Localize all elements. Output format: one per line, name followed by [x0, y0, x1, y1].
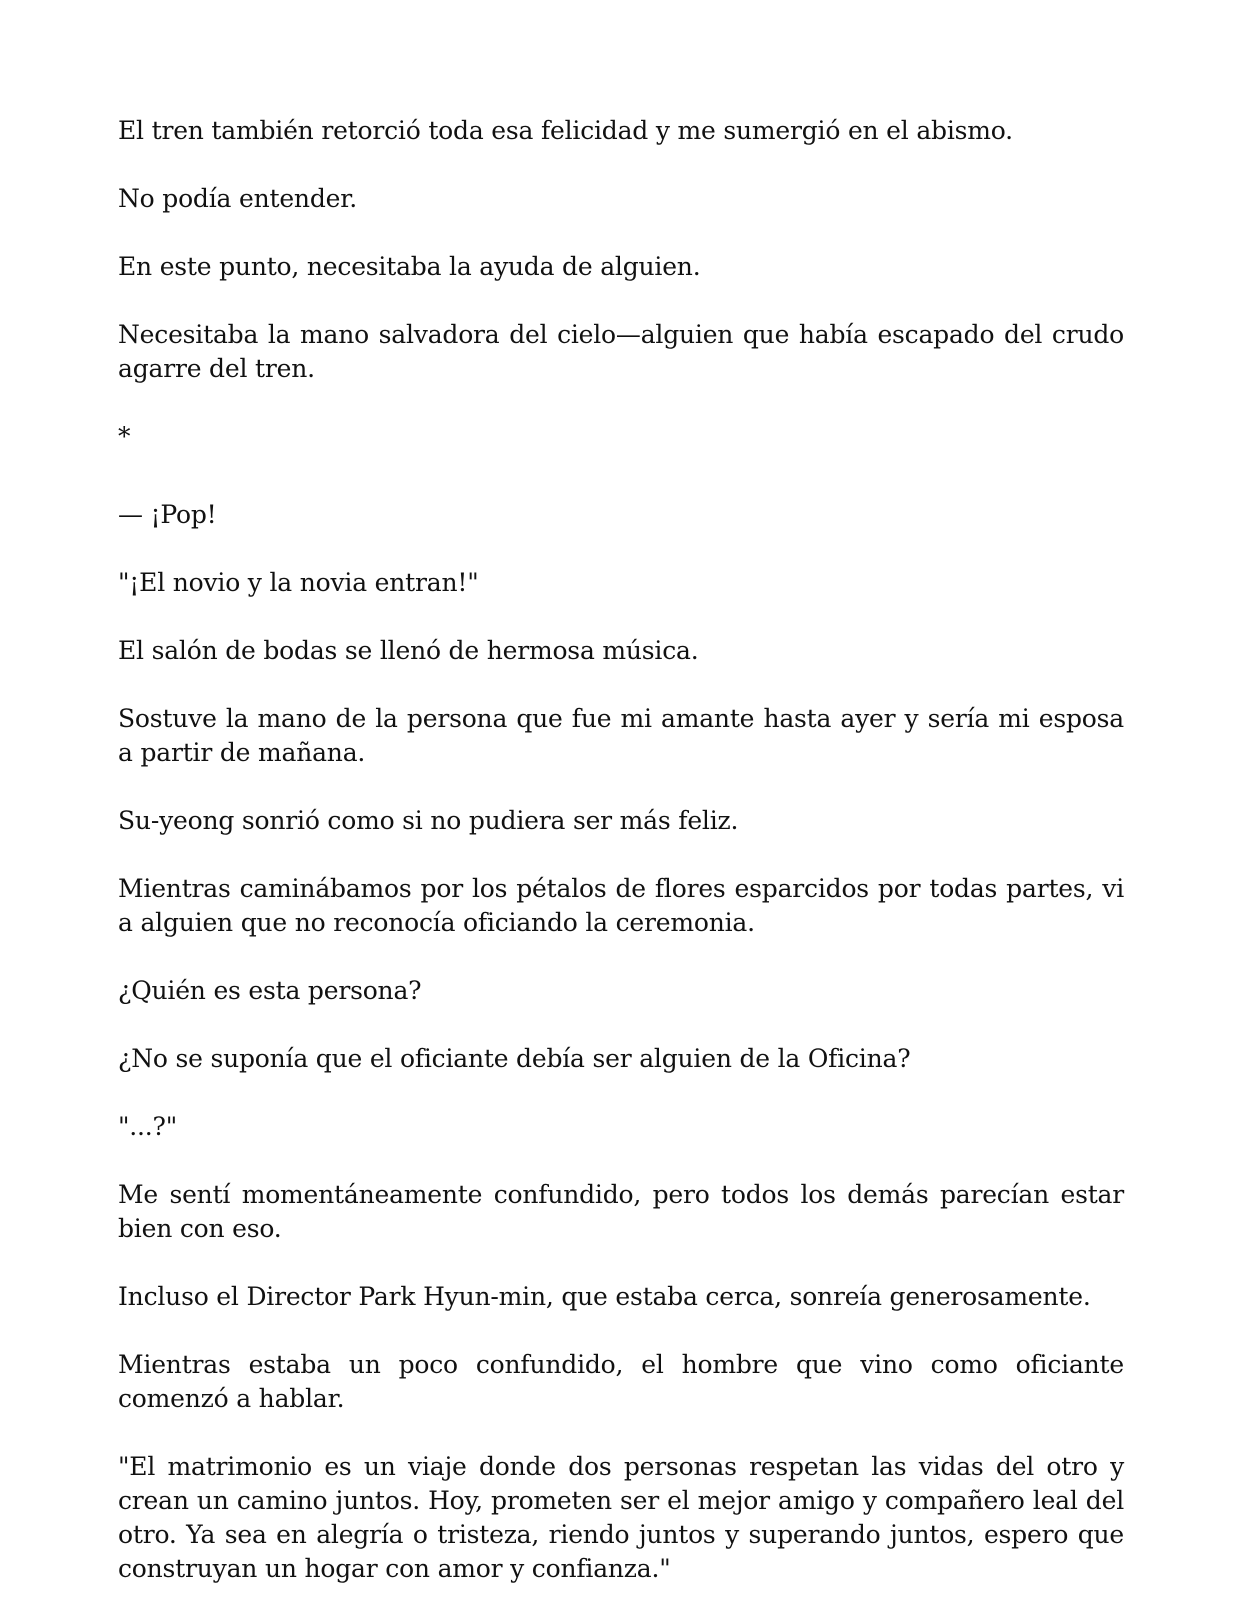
- paragraph-4: Necesitaba la mano salvadora del cielo—alguien que había escapado del crudo agarre del tren.: [118, 320, 1124, 383]
- paragraph-1: El tren también retorció toda esa felicidad y me sumergió en el abismo.: [118, 116, 1013, 145]
- paragraph-15: Incluso el Director Park Hyun-min, que estaba cerca, sonreía generosamente.: [118, 1282, 1091, 1311]
- paragraph-9: Su-yeong sonrió como si no pudiera ser más feliz.: [118, 806, 739, 835]
- paragraph-8: Sostuve la mano de la persona que fue mi amante hasta ayer y sería mi esposa a partir de mañana.: [118, 704, 1124, 767]
- paragraph-2: No podía entender.: [118, 184, 357, 213]
- text-column: [118, 114, 1124, 1620]
- paragraph-16: Mientras estaba un poco confundido, el hombre que vino como oficiante comenzó a hablar.: [118, 1350, 1124, 1413]
- paragraph-5: — ¡Pop!: [118, 500, 217, 529]
- paragraph-13: "...?": [118, 1112, 178, 1141]
- paragraph-12: ¿No se suponía que el oficiante debía ser alguien de la Oficina?: [118, 1044, 911, 1073]
- paragraph-7: El salón de bodas se llenó de hermosa música.: [118, 636, 699, 665]
- paragraph-10: Mientras caminábamos por los pétalos de flores esparcidos por todas partes, vi a alguien que no reconocía oficiando la ceremonia.: [118, 874, 1124, 937]
- paragraph-6: "¡El novio y la novia entran!": [118, 568, 479, 597]
- scene-separator: *: [118, 422, 131, 451]
- paragraph-17: "El matrimonio es un viaje donde dos personas respetan las vidas del otro y crean un camino juntos. Hoy, prometen ser el mejor amigo y compañero leal del otro. Ya sea en alegría o tristeza, riendo juntos y superando juntos, espero que construyan un hogar con amor y confianza.": [118, 1452, 1124, 1583]
- paragraph-14: Me sentí momentáneamente confundido, pero todos los demás parecían estar bien con eso.: [118, 1180, 1124, 1243]
- paragraph-11: ¿Quién es esta persona?: [118, 976, 422, 1005]
- paragraph-3: En este punto, necesitaba la ayuda de alguien.: [118, 252, 701, 281]
